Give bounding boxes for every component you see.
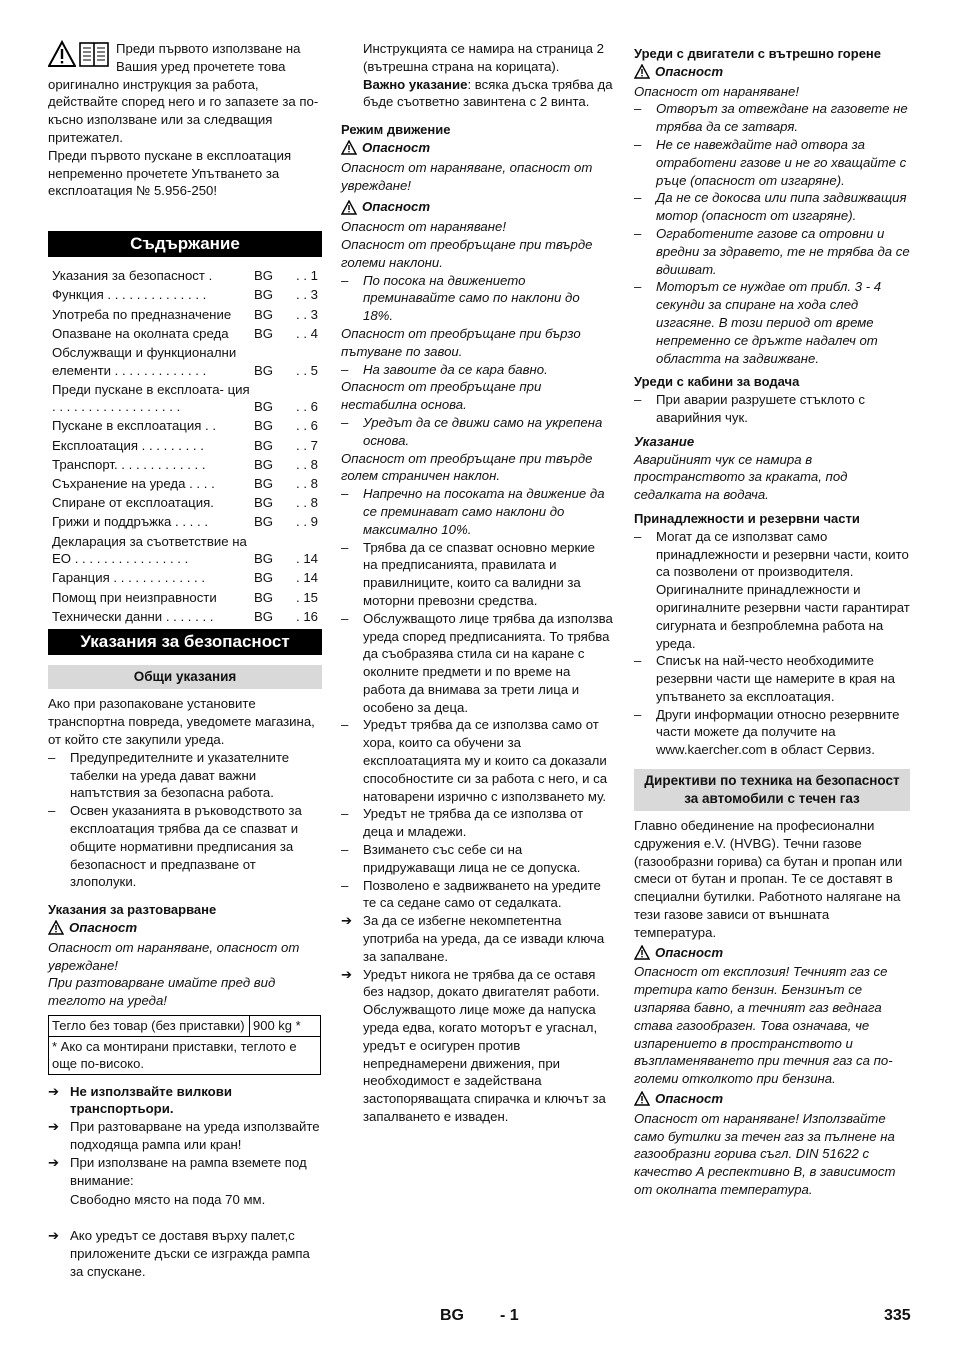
toc-title: Пускане в експлоатация . .: [52, 418, 217, 434]
weight-value: 900 kg *: [250, 1015, 321, 1036]
toc-language: BG: [254, 437, 274, 453]
general-text: Ако при разопаковане установите транспортна повреда, уведомете магазина, от който сте закупили уреда.: [48, 696, 315, 747]
toc-title: Помощ при неизправности: [52, 589, 217, 605]
tip-risk-text: Опасност от преобръщане при твърде голем страничен наклон.: [341, 450, 593, 484]
list-item: – Позволено е задвижването на уредите те са седане само от седалката.: [341, 877, 601, 911]
list-item: – Предупредителните и указателните табелки на уреда дават важни напътствия за безопасна работа.: [48, 749, 290, 801]
toc-page: . . 3: [296, 306, 318, 322]
danger-label: Опасност: [634, 944, 910, 962]
toc-row[interactable]: [48, 608, 322, 626]
toc-heading: Съдържание: [48, 231, 322, 257]
toc-language: BG: [254, 399, 274, 415]
toc-page: . . 8: [296, 476, 318, 492]
table-of-contents: [48, 267, 322, 625]
toc-title: Транспорт. . . . . . . . . . . . .: [52, 456, 206, 472]
warning-triangle-icon: [634, 1091, 650, 1106]
toc-page: . 16: [296, 608, 318, 624]
danger-label: Опасност: [634, 1090, 910, 1108]
toc-row[interactable]: [48, 381, 322, 416]
toc-row[interactable]: [48, 344, 322, 379]
list-item: – Трябва да се спазват основно меркие на предписанията, правилата и правилниците, които са валидни за моторни превозни средства.: [341, 539, 595, 608]
unload-heading: Указания за разтоварване: [48, 902, 217, 918]
toc-title: Съхранение на уреда . . . .: [52, 476, 215, 492]
intro-icons: [48, 40, 110, 70]
note-text: Аварийният чук се намира в пространството за краката, под седалката на водача.: [634, 451, 848, 503]
weight-table: [48, 1015, 321, 1075]
toc-language: BG: [254, 495, 274, 511]
danger-text: Опасност от нараняване, опасност от увреждане!: [341, 159, 593, 193]
toc-language: BG: [254, 551, 274, 567]
toc-row[interactable]: [48, 286, 322, 304]
tip-risk-text: Опасност от преобръщане при бързо пътуване по завои.: [341, 325, 581, 359]
danger-label: Опасност: [341, 139, 613, 157]
list-item: – На завоите да се кара бавно.: [341, 361, 548, 377]
toc-page: . 14: [296, 551, 318, 567]
toc-title: Експлоатация . . . . . . . . .: [52, 437, 204, 453]
accessories-heading: Принадлежности и резервни части: [634, 510, 860, 526]
toc-row[interactable]: [48, 306, 322, 324]
toc-title: Употреба по предназначение: [52, 306, 232, 322]
list-item: – Освен указанията в ръководството за експлоатация трябва да се спазват и общите нормативни предписания за безопасност и предпазване от злополуки.: [48, 803, 302, 890]
toc-title: Функция . . . . . . . . . . . . . .: [52, 287, 207, 303]
warning-triangle-icon: [341, 140, 357, 155]
list-item: – Отворът за отвеждане на газовете не трябва да се затваря.: [634, 101, 908, 135]
toc-title: Опазване на околната среда: [52, 325, 229, 341]
tip-risk-text: Опасност от преобръщане при твърде големи наклони.: [341, 236, 593, 270]
list-item: – Моторът се нуждае от прибл. 3 - 4 секунди за спиране на хода след изгасяне. В този период от време непременно се дръжте надалеч от областта на задвижване.: [634, 279, 882, 366]
step-item: ➔ При разтоварване на уреда използвайте подходяща рампа или кран!: [48, 1119, 320, 1153]
toc-page: . . 6: [296, 418, 318, 434]
drive-mode-heading: Режим движение: [341, 122, 451, 138]
step-item: ➔ При използване на рампа вземете под внимание:: [48, 1154, 307, 1188]
manual-book-icon: [79, 40, 109, 68]
cab-heading: Уреди с кабини за водача: [634, 374, 800, 390]
warning-triangle-icon: [634, 64, 650, 79]
list-item: – Не се навеждайте над отвора за отработени газове и не го хващайте с ръце (опасност от изгаряне).: [634, 136, 907, 188]
step-item: ➔ Ако уредът се доставя върху палет,с приложените дъски се изгражда рампа за спускане.: [48, 1228, 310, 1279]
toc-page: . . 6: [296, 399, 318, 415]
unload-danger-label: Опасност: [48, 919, 322, 937]
column-3: [634, 40, 910, 1199]
unload-danger-text: Опасност от нараняване, опасност от увреждане!: [48, 939, 300, 973]
lpg-heading: Директиви по техника на безопасност за автомобили с течен газ: [634, 769, 910, 811]
instruction-location: Инструкцията се намира на страница 2 (вътрешна страна на корицата).: [363, 41, 604, 74]
list-item: – Други информации относно резервните части можете да получите на www.kaercher.com в област Сервиз.: [634, 706, 900, 758]
important-note: Важно указание: всяка дъска трябва да бъде съответно завинтена с 2 винта.: [363, 76, 613, 110]
warning-triangle-icon: [341, 200, 357, 215]
toc-language: BG: [254, 306, 274, 322]
danger-text: Опасност от нараняване! Използвайте само бутилки за течен газ за пълнене на газообразни горива съгл. DIN 51622 с качество A респективно B, в зависимост от околната температура.: [634, 1110, 896, 1198]
toc-page: . . 4: [296, 325, 318, 341]
list-item: – Огработените газове са отровни и вредни за здравето, те не трябва да се вдишват.: [634, 225, 910, 277]
column-2: [341, 40, 613, 1126]
toc-language: BG: [254, 608, 274, 624]
toc-language: BG: [254, 418, 274, 434]
toc-title: Спиране от експлоатация.: [52, 495, 214, 511]
tip-risk-text: Опасност от преобръщане при нестабилна основа.: [341, 379, 542, 413]
intro-paragraph-1: Преди първото използване на Вашия уред прочетете това оригинално инструкция за работа, действайте според него и го запазете за по-късно използване или за следващия притежател.: [48, 41, 319, 145]
toc-row[interactable]: [48, 267, 322, 285]
unload-weight-note: При разтоварване имайте пред вид теглото на уреда!: [48, 975, 276, 1009]
toc-page: . . 5: [296, 362, 318, 378]
danger-text: Опасност от нараняване!: [341, 219, 507, 235]
list-item: – По посока на движението преминавайте само по наклони до 18%.: [341, 272, 580, 324]
toc-page: . . 3: [296, 287, 318, 303]
toc-title: Технически данни . . . . . . .: [52, 608, 214, 624]
step-item: ➔ Не използвайте вилкови транспортьори.: [48, 1083, 232, 1117]
toc-title: Грижи и поддръжка . . . . .: [52, 514, 208, 530]
toc-title: Преди пускане в експлоата- ция . . . . . . . . . . . . . . . . . .: [52, 381, 250, 415]
lpg-text: Главно обединение на професионални сдружения e.V. (HVBG). Течни газове (газообразни горива) са бутан и пропан или смеси от бутан и пропан. Те се доставят в специални бутилки. Работното налягане на тези газове зависи от външната температура.: [634, 818, 903, 940]
toc-language: BG: [254, 362, 274, 378]
footer-language: BG: [440, 1307, 464, 1324]
toc-row[interactable]: [48, 437, 322, 455]
toc-language: BG: [254, 287, 274, 303]
toc-title: Указания за безопасност .: [52, 268, 213, 284]
toc-row[interactable]: [48, 513, 322, 531]
warning-triangle-icon: [634, 945, 650, 960]
safety-heading: Указания за безопасност: [48, 629, 322, 655]
column-1: [48, 40, 322, 1281]
list-item: – Списък на най-често необходимите резервни части ще намерите в края на упътването за експлоатация.: [634, 653, 895, 704]
note-heading: Указание: [634, 433, 695, 449]
toc-page: . 15: [296, 589, 318, 605]
danger-text: Опасност от експлозия! Течният газ се третира като бензин. Бензинът се изпарява бавно, а течният газ веднага става газообразен. Това означава, че изпарението в пространството и възпламеняването при течния газ са по-големи отколкото при бензина.: [634, 964, 893, 1087]
footer-section: - 1: [500, 1307, 519, 1324]
engine-heading: Уреди с двигатели с вътрешно горене: [634, 46, 881, 61]
list-item: – Напречно на посоката на движение да се преминават само наклони до максимално 10%.: [341, 486, 605, 537]
step-item: ➔ Уредът никога не трябва да се оставя без надзор, докато двигателят работи. Обслужващото лице може да напуска уреда едва, когато моторът е угаснал, уредът е осигурен против непреднамерени движения, при необходимост е задействана застопоряващата спирачка и ключът за запалването е изваден.: [341, 966, 606, 1125]
danger-label: Опасност: [634, 63, 910, 81]
footer-page-number: 335: [884, 1307, 911, 1324]
toc-row[interactable]: [48, 569, 322, 587]
toc-page: . 14: [296, 570, 318, 586]
toc-page: . . 8: [296, 495, 318, 511]
danger-label: Опасност: [341, 198, 613, 216]
toc-language: BG: [254, 325, 274, 341]
toc-row[interactable]: [48, 494, 322, 512]
toc-page: . . 7: [296, 437, 318, 453]
toc-row[interactable]: [48, 475, 322, 493]
list-item: – Уредът да се движи само на укрепена основа.: [341, 414, 603, 448]
step-item: ➔ За да се избегне некомпетентна употриба на уреда, да се извади ключа за запалване.: [341, 913, 605, 964]
toc-language: BG: [254, 514, 274, 530]
toc-language: BG: [254, 589, 274, 605]
toc-row[interactable]: [48, 325, 322, 343]
list-item: – Да не се докосва или пипа задвижващия мотор (опасност от изгаряне).: [634, 190, 907, 224]
toc-language: BG: [254, 476, 274, 492]
toc-language: BG: [254, 268, 274, 284]
floor-space-text: Свободно място на пода 70 мм.: [70, 1192, 266, 1208]
list-item: – Взимането със себе си на придружаващи лица не се допуска.: [341, 842, 581, 875]
list-item: – Уредът трябва да се използва само от хора, които са обучени за експлоатацията му и които са доказали способностите си за работа с него, и са натоварени изрично с използването му.: [341, 717, 608, 804]
list-item: – Обслужващото лице трябва да използва уреда според предписанията. То трябва да съобразява стила си на каране с околните предмети и по време на работа да внимава за трети лица и особено за деца.: [341, 610, 613, 715]
danger-text: Опасност от нараняване!: [634, 83, 800, 99]
toc-title: Гаранция . . . . . . . . . . . . .: [52, 570, 206, 586]
toc-title: Обслужващи и функционални елементи . . . . . . . . . . . . .: [52, 344, 237, 378]
general-heading: Общи указания: [48, 665, 322, 689]
toc-row[interactable]: [48, 417, 322, 435]
toc-title: Декларация за съответствие на ЕО . . . . . . . . . . . . . . . .: [52, 533, 247, 567]
warning-triangle-icon: [48, 40, 76, 68]
list-item: – Могат да се използват само принадлежности и резервни части, които са позволени от производителя. Оригиналните принадлежности и оригиналните резервни части гарантират сигурната и безпроблемна работа на уреда.: [634, 528, 910, 651]
weight-footnote: * Ако са монтирани приставки, теглото е още по-високо.: [49, 1036, 321, 1074]
list-item: – При аварии разрушете стъклото с аварийния чук.: [634, 392, 865, 425]
weight-label: Тегло без товар (без приставки): [49, 1015, 250, 1036]
toc-row[interactable]: [48, 589, 322, 607]
list-item: – Уредът не трябва да се използва от деца и младежи.: [341, 806, 584, 840]
toc-row[interactable]: [48, 456, 322, 474]
toc-page: . . 1: [296, 268, 318, 284]
toc-page: . . 8: [296, 456, 318, 472]
intro-paragraph-2: Преди първото пускане в експлоатация непременно прочетете Упътването за експлоатация № 5.956-250!: [48, 147, 292, 199]
toc-row[interactable]: [48, 533, 322, 568]
toc-page: . . 9: [296, 514, 318, 530]
toc-language: BG: [254, 570, 274, 586]
warning-triangle-icon: [48, 920, 64, 935]
toc-language: BG: [254, 456, 274, 472]
